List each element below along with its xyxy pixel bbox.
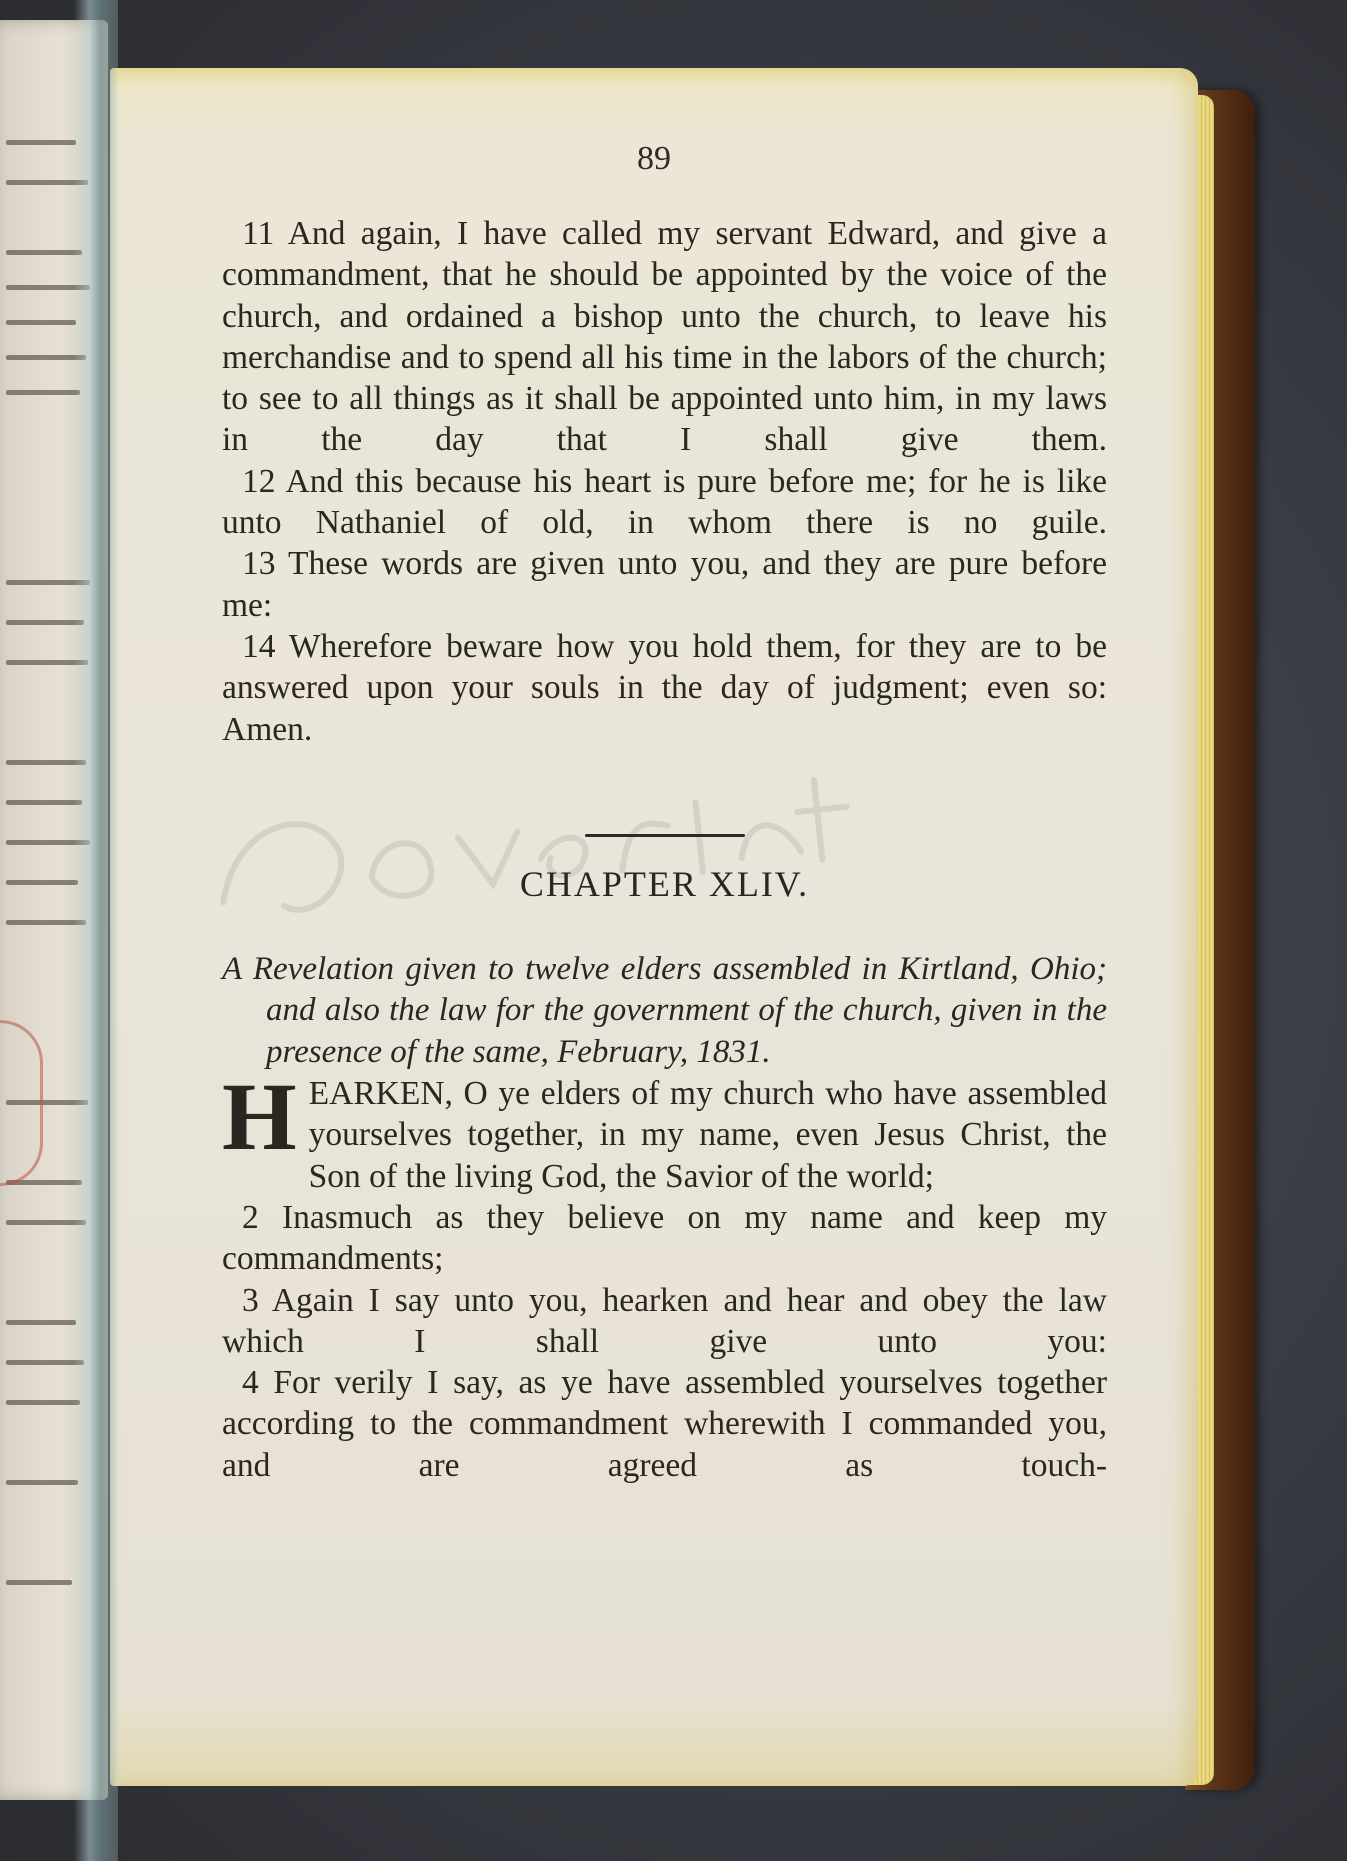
verse-12: 12 And this because his heart is pure before me; for he is like unto Nathaniel of old, in whom there is no guile. <box>222 462 1107 542</box>
chapter-summary: A Revelation given to twelve elders assembled in Kirtland, Ohio; and also the law for the government of the church, given in the presence of the same, February, 1831. <box>222 951 1107 1070</box>
verse-2: 2 Inasmuch as they believe on my name and keep my commandments; <box>222 1198 1107 1278</box>
divider-rule <box>585 834 745 837</box>
page-number: 89 <box>637 140 671 177</box>
verse-14: 14 Wherefore beware how you hold them, for they are to be answered upon your souls in the day of judgment; even so: Amen. <box>222 627 1107 748</box>
chapter-opening-verse <box>222 1063 1107 1197</box>
facing-page-text-fragment <box>6 390 80 395</box>
section-divider <box>222 806 1107 812</box>
facing-page-text-fragment <box>6 1320 76 1325</box>
facing-page-text-fragment <box>6 320 76 325</box>
facing-page-text-fragment <box>6 250 82 255</box>
facing-page-text-fragment <box>6 140 76 145</box>
facing-page-text-fragment <box>6 800 82 805</box>
verse-3: 3 Again I say unto you, hearken and hear and obey the law which I shall give unto you: <box>222 1281 1107 1360</box>
facing-page-text-fragment <box>6 1580 72 1585</box>
glass-plate-edge <box>74 0 118 1861</box>
opening-text: EARKEN, O ye elders of my church who have assembled yourselves together, in my name, even Jesus Christ, the Son of the living God, the Savior of the world; <box>308 1075 1107 1195</box>
facing-page-text-fragment <box>6 1400 80 1405</box>
facing-page-text-fragment <box>6 620 84 625</box>
facing-page-text-fragment <box>6 1480 78 1485</box>
book-page <box>110 68 1198 1786</box>
verse-4: 4 For verily I say, as ye have assembled yourselves together according to the commandment wherewith I commanded you, and are agreed as touch- <box>222 1364 1107 1484</box>
library-stamp-mark <box>0 1020 43 1186</box>
page-text <box>222 213 1107 1486</box>
verse-13: 13 These words are given unto you, and they are pure before me: <box>222 545 1107 624</box>
facing-page-text-fragment <box>6 880 78 885</box>
chapter-heading: CHAPTER XLIV. <box>519 863 810 904</box>
drop-cap: H <box>222 1063 297 1171</box>
facing-page-text-fragment <box>6 1360 84 1365</box>
verse-11: 11 And again, I have called my servant Edward, and give a commandment, that he should be appointed by the voice of the church, and ordained a bishop unto the church, to leave his merchandise and to spend all his time in the labors of the church; to see to all things as it shall be appointed unto him, in my laws in the day that I shall give them. <box>222 215 1107 459</box>
